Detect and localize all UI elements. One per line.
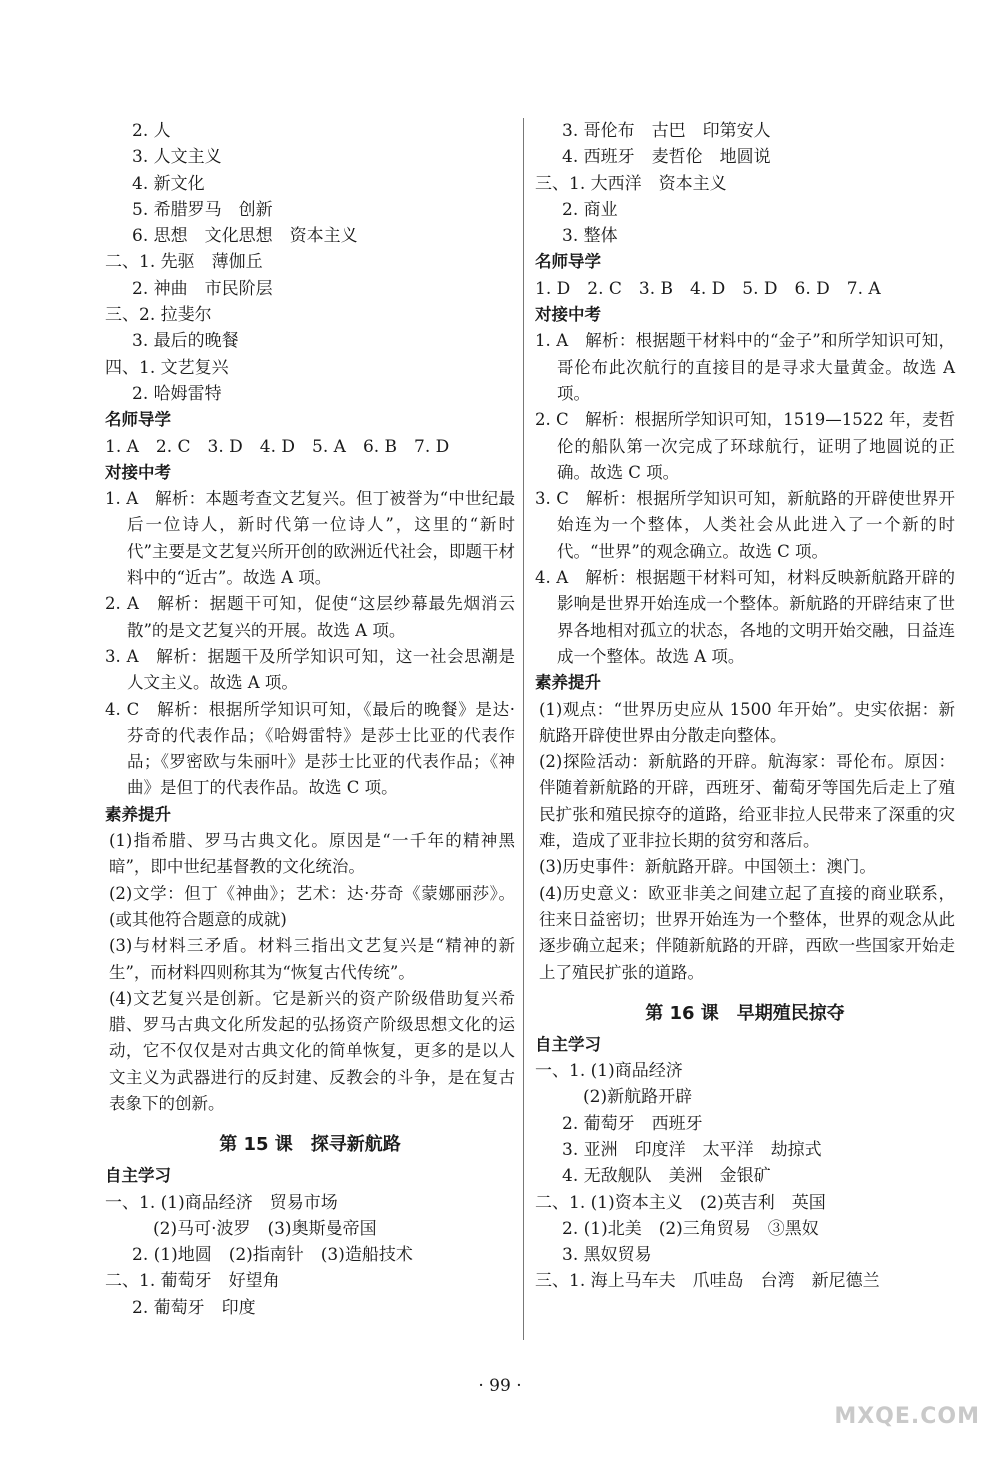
answer-line: 1. A 2. C 3. D 4. D 5. A 6. B 7. D: [105, 436, 450, 457]
answer-line: 5. 希腊罗马 创新: [132, 199, 273, 220]
section-heading: 对接中考: [535, 305, 601, 325]
answer-paragraph: 4. A 解析：根据题干材料可知，材料反映新航路开辟的影响是世界开始连成一个整体。新航路的开辟结束了世界各地相对孤立的状态，各地的文明开始交融，日益连成一个整体。故选 A 项。: [535, 568, 955, 666]
answer-line: 3. 哥伦布 古巴 印第安人: [562, 121, 771, 141]
answer-line: 2. (1)地圆 (2)指南针 (3)造船技术: [132, 1245, 413, 1266]
answer-line: 2. 葡萄牙 西班牙: [562, 1113, 703, 1134]
section-heading: 对接中考: [105, 462, 171, 482]
answer-line: 1. D 2. C 3. B 4. D 5. D 6. D 7. A: [535, 278, 881, 299]
right-column: [535, 118, 955, 1295]
answer-paragraph: (2)文学：但丁《神曲》；艺术：达·芬奇《蒙娜丽莎》。(或其他符合题意的成就): [109, 883, 515, 929]
answer-paragraph: 1. A 解析：根据题干材料中的“金子”和所学知识可知，哥伦布此次航行的直接目的是寻求大量黄金。故选 A 项。: [535, 331, 955, 403]
answer-line: 2. 葡萄牙 印度: [132, 1297, 256, 1318]
answer-line: (2)新航路开辟: [583, 1087, 693, 1108]
answer-paragraph: (3)与材料三矛盾。材料三指出文艺复兴是“精神的新生”，而材料四则称其为“恢复古代传统”。: [109, 936, 515, 982]
answer-line: 3. 最后的晚餐: [132, 331, 239, 352]
answer-line: 3. 黑奴贸易: [562, 1245, 652, 1266]
section-heading: 自主学习: [105, 1166, 171, 1186]
section-heading: 素养提升: [105, 804, 171, 824]
answer-paragraph: (4)历史意义：欧亚非美之间建立起了直接的商业联系，往来日益密切；世界开始连为一个整体，世界的观念从此逐步确立起来；伴随新航路的开辟，西欧一些国家开始走上了殖民扩张的道路。: [539, 883, 955, 982]
answer-line: 2. 神曲 市民阶层: [132, 278, 273, 299]
answer-paragraph: 2. C 解析：根据所学知识可知，1519—1522 年，麦哲伦的船队第一次完成了环球航行，证明了地圆说的正确。故选 C 项。: [535, 410, 955, 482]
answer-line: 4. 新文化: [132, 173, 205, 194]
answer-paragraph: 1. A 解析：本题考查文艺复兴。但丁被誉为“中世纪最后一位诗人，新时代第一位诗人”，这里的“新时代”主要是文艺复兴所开创的欧洲近代社会，即题干材料中的“近古”。故选 A 项。: [105, 489, 515, 588]
answer-paragraph: (2)探险活动：新航路的开辟。航海家：哥伦布。原因：伴随着新航路的开辟，西班牙、葡萄牙等国先后走上了殖民扩张和殖民掠夺的道路，给亚非拉人民带来了深重的灾难，造成了亚非拉长期的贫穷和落后。: [539, 752, 955, 851]
answer-line: (2)马可·波罗 (3)奥斯曼帝国: [153, 1218, 377, 1239]
lesson-title: 第 15 课 探寻新航路: [219, 1134, 401, 1156]
answer-line: 三、2. 拉斐尔: [105, 305, 212, 326]
answer-line: 2. 人: [132, 121, 171, 141]
answer-line: 3. 人文主义: [132, 147, 222, 168]
answer-line: 三、1. 大西洋 资本主义: [535, 173, 727, 194]
answer-line: 3. 亚洲 印度洋 太平洋 劫掠式: [562, 1139, 822, 1160]
answer-line: 二、1. 先驱 薄伽丘: [105, 252, 263, 273]
answer-line: 二、1. (1)资本主义 (2)英吉利 英国: [535, 1192, 826, 1213]
watermark: MXQE.COM: [834, 1404, 980, 1429]
answer-line: 4. 西班牙 麦哲伦 地圆说: [562, 147, 771, 168]
answer-line: 2. 哈姆雷特: [132, 383, 222, 404]
answer-paragraph: 3. C 解析：根据所学知识可知，新航路的开辟使世界开始连为一个整体，人类社会从此进入了一个新的时代。“世界”的观念确立。故选 C 项。: [535, 489, 955, 561]
answer-paragraph: (1)观点：“世界历史应从 1500 年开始”。史实依据：新航路开辟使世界由分散走向整体。: [539, 699, 955, 745]
section-heading: 素养提升: [535, 673, 601, 693]
answer-paragraph: 3. A 解析：据题干及所学知识可知，这一社会思潮是人文主义。故选 A 项。: [105, 646, 515, 693]
answer-line: 6. 思想 文化思想 资本主义: [132, 226, 358, 247]
answer-paragraph: (1)指希腊、罗马古典文化。原因是“一千年的精神黑暗”，即中世纪基督教的文化统治。: [109, 831, 515, 877]
left-column: [105, 118, 515, 1321]
answer-line: 一、1. (1)商品经济 贸易市场: [105, 1192, 338, 1213]
column-divider: [523, 118, 524, 1340]
answer-paragraph: (3)历史事件：新航路开辟。中国领土：澳门。: [539, 857, 876, 877]
answer-line: 3. 整体: [562, 226, 618, 247]
page-number: · 99 ·: [478, 1376, 522, 1396]
answer-line: 三、1. 海上马车夫 爪哇岛 台湾 新尼德兰: [535, 1271, 880, 1292]
answer-line: 二、1. 葡萄牙 好望角: [105, 1271, 280, 1292]
answer-paragraph: 4. C 解析：根据所学知识可知，《最后的晚餐》是达·芬奇的代表作品；《哈姆雷特》是莎士比亚的代表作品；《罗密欧与朱丽叶》是莎士比亚的代表作品；《神曲》是但丁的代表作品。故选 C 项。: [105, 699, 515, 798]
answer-line: 四、1. 文艺复兴: [105, 357, 229, 378]
section-heading: 名师导学: [535, 252, 601, 272]
answer-line: 4. 无敌舰队 美洲 金银矿: [562, 1166, 771, 1187]
answer-line: 2. 商业: [562, 199, 618, 220]
lesson-title: 第 16 课 早期殖民掠夺: [645, 1002, 845, 1024]
answer-paragraph: 2. A 解析：据题干可知，促使“这层纱幕最先烟消云散”的是文艺复兴的开展。故选 A 项。: [105, 594, 515, 640]
section-heading: 自主学习: [535, 1034, 601, 1054]
section-heading: 名师导学: [105, 410, 171, 430]
answer-paragraph: (4)文艺复兴是创新。它是新兴的资产阶级借助复兴希腊、罗马古典文化所发起的弘扬资产阶级思想文化的运动，它不仅仅是对古典文化的简单恢复，更多的是以人文主义为武器进行的反封建、反教会的斗争，是在复古表象下的创新。: [109, 988, 515, 1113]
answer-line: 一、1. (1)商品经济: [535, 1061, 683, 1082]
answer-line: 2. (1)北美 (2)三角贸易 ③黑奴: [562, 1218, 819, 1239]
